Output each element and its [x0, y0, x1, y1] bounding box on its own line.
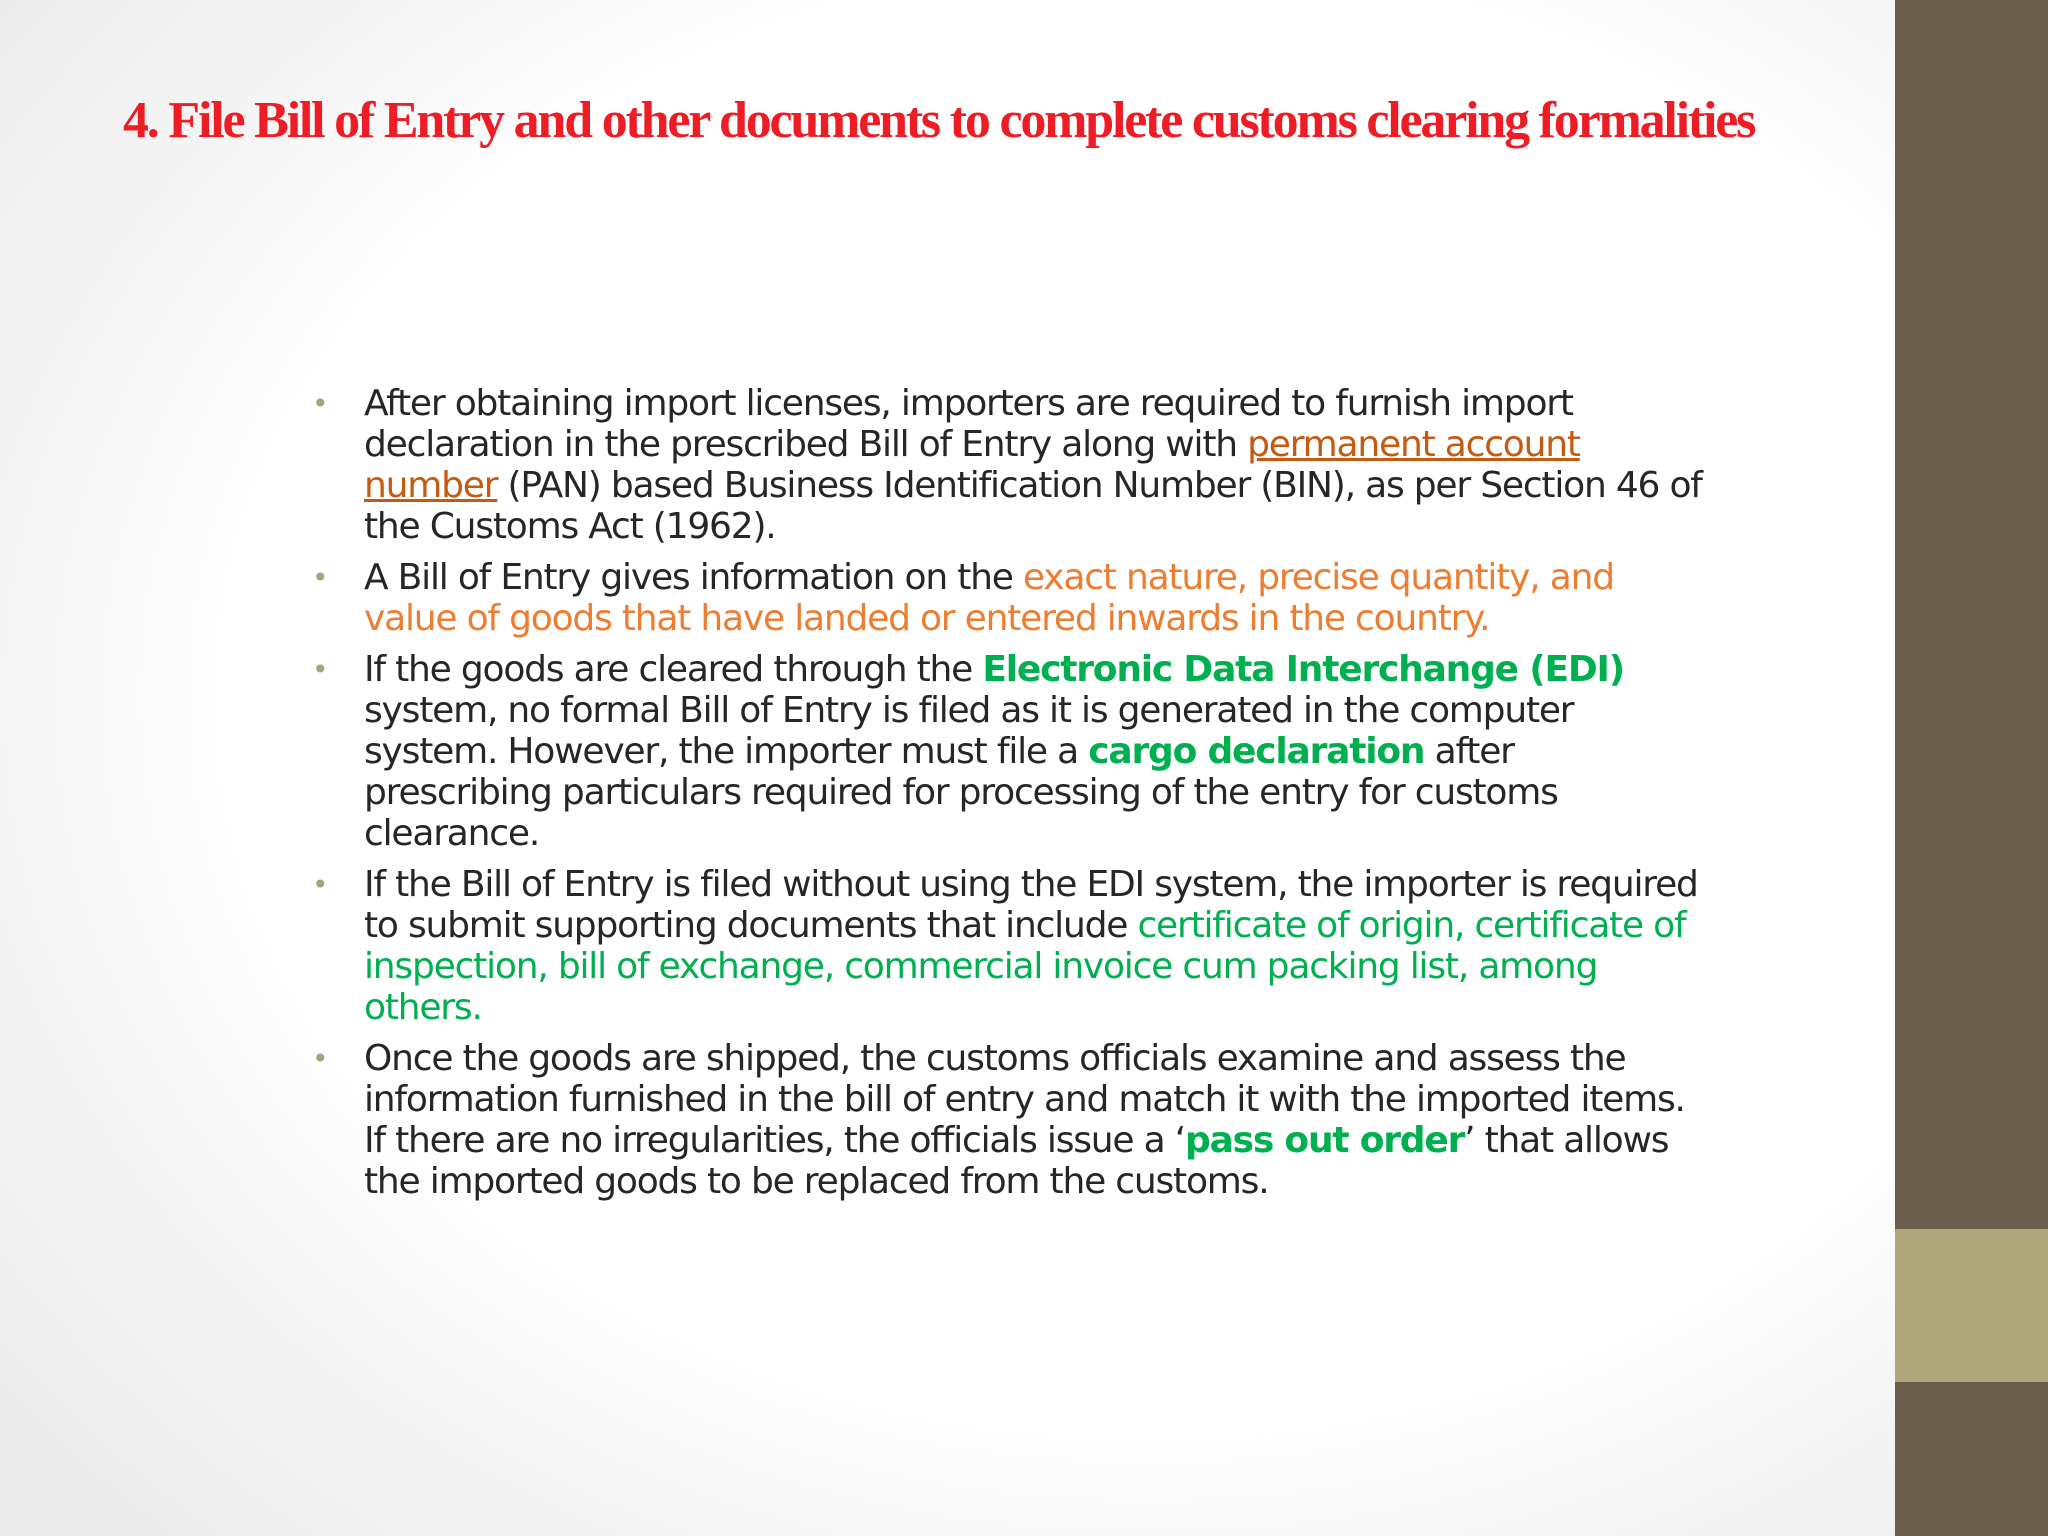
highlighted-term: cargo declaration — [1088, 731, 1425, 772]
side-decoration-bar — [1895, 0, 2048, 1536]
bullet-text: If the goods are cleared through the — [364, 649, 983, 690]
highlighted-text: certificate of origin, certificate of inspection, bill of exchange, commercial invoice cum packing list, among others. — [364, 905, 1686, 1028]
bullet-dot-icon: • — [312, 387, 328, 420]
bullet-text: A Bill of Entry gives information on the — [364, 557, 1023, 598]
bullet-dot-icon: • — [312, 868, 328, 901]
highlighted-term: pass out order — [1184, 1120, 1465, 1161]
side-bar-dark-segment — [1895, 1382, 2048, 1536]
bullet-item-3 — [308, 649, 1708, 854]
side-bar-dark-segment — [1895, 0, 2048, 1229]
bullet-text: Once the goods are shipped, the customs officials examine and assess the information furnished in the bill of entry and match it with the imported items. If there are no irregularities, the officials issue a ‘ — [364, 1038, 1685, 1161]
bullet-list — [308, 383, 1708, 1212]
bullet-item-5 — [308, 1038, 1708, 1202]
slide-title: 4. File Bill of Entry and other documents to complete customs clearing formalities — [123, 92, 1755, 149]
bullet-dot-icon: • — [312, 653, 328, 686]
bullet-text: After obtaining import licenses, importers are required to furnish import declaration in the prescribed Bill of Entry along with — [364, 383, 1573, 465]
bullet-text: after prescribing particulars required for processing of the entry for customs clearance. — [364, 731, 1558, 854]
bullet-dot-icon: • — [312, 561, 328, 594]
bullet-text: ’ that allows the imported goods to be replaced from the customs. — [364, 1120, 1669, 1202]
bullet-item-4 — [308, 864, 1708, 1028]
side-bar-light-segment — [1895, 1229, 2048, 1382]
bullet-text: (PAN) based Business Identification Number (BIN), as per Section 46 of the Customs Act (1962). — [364, 465, 1702, 547]
bullet-item-2 — [308, 557, 1708, 639]
bullet-item-1 — [308, 383, 1708, 547]
bullet-dot-icon: • — [312, 1042, 328, 1075]
pan-link[interactable]: permanent account number — [364, 424, 1580, 506]
bullet-text: If the Bill of Entry is filed without using the EDI system, the importer is required to submit supporting documents that include — [364, 864, 1698, 946]
highlighted-text: exact nature, precise quantity, and value of goods that have landed or entered inwards in the country. — [364, 557, 1614, 639]
highlighted-term: Electronic Data Interchange (EDI) — [982, 649, 1624, 690]
bullet-text: system, no formal Bill of Entry is filed as it is generated in the computer system. However, the importer must file a — [364, 690, 1574, 772]
